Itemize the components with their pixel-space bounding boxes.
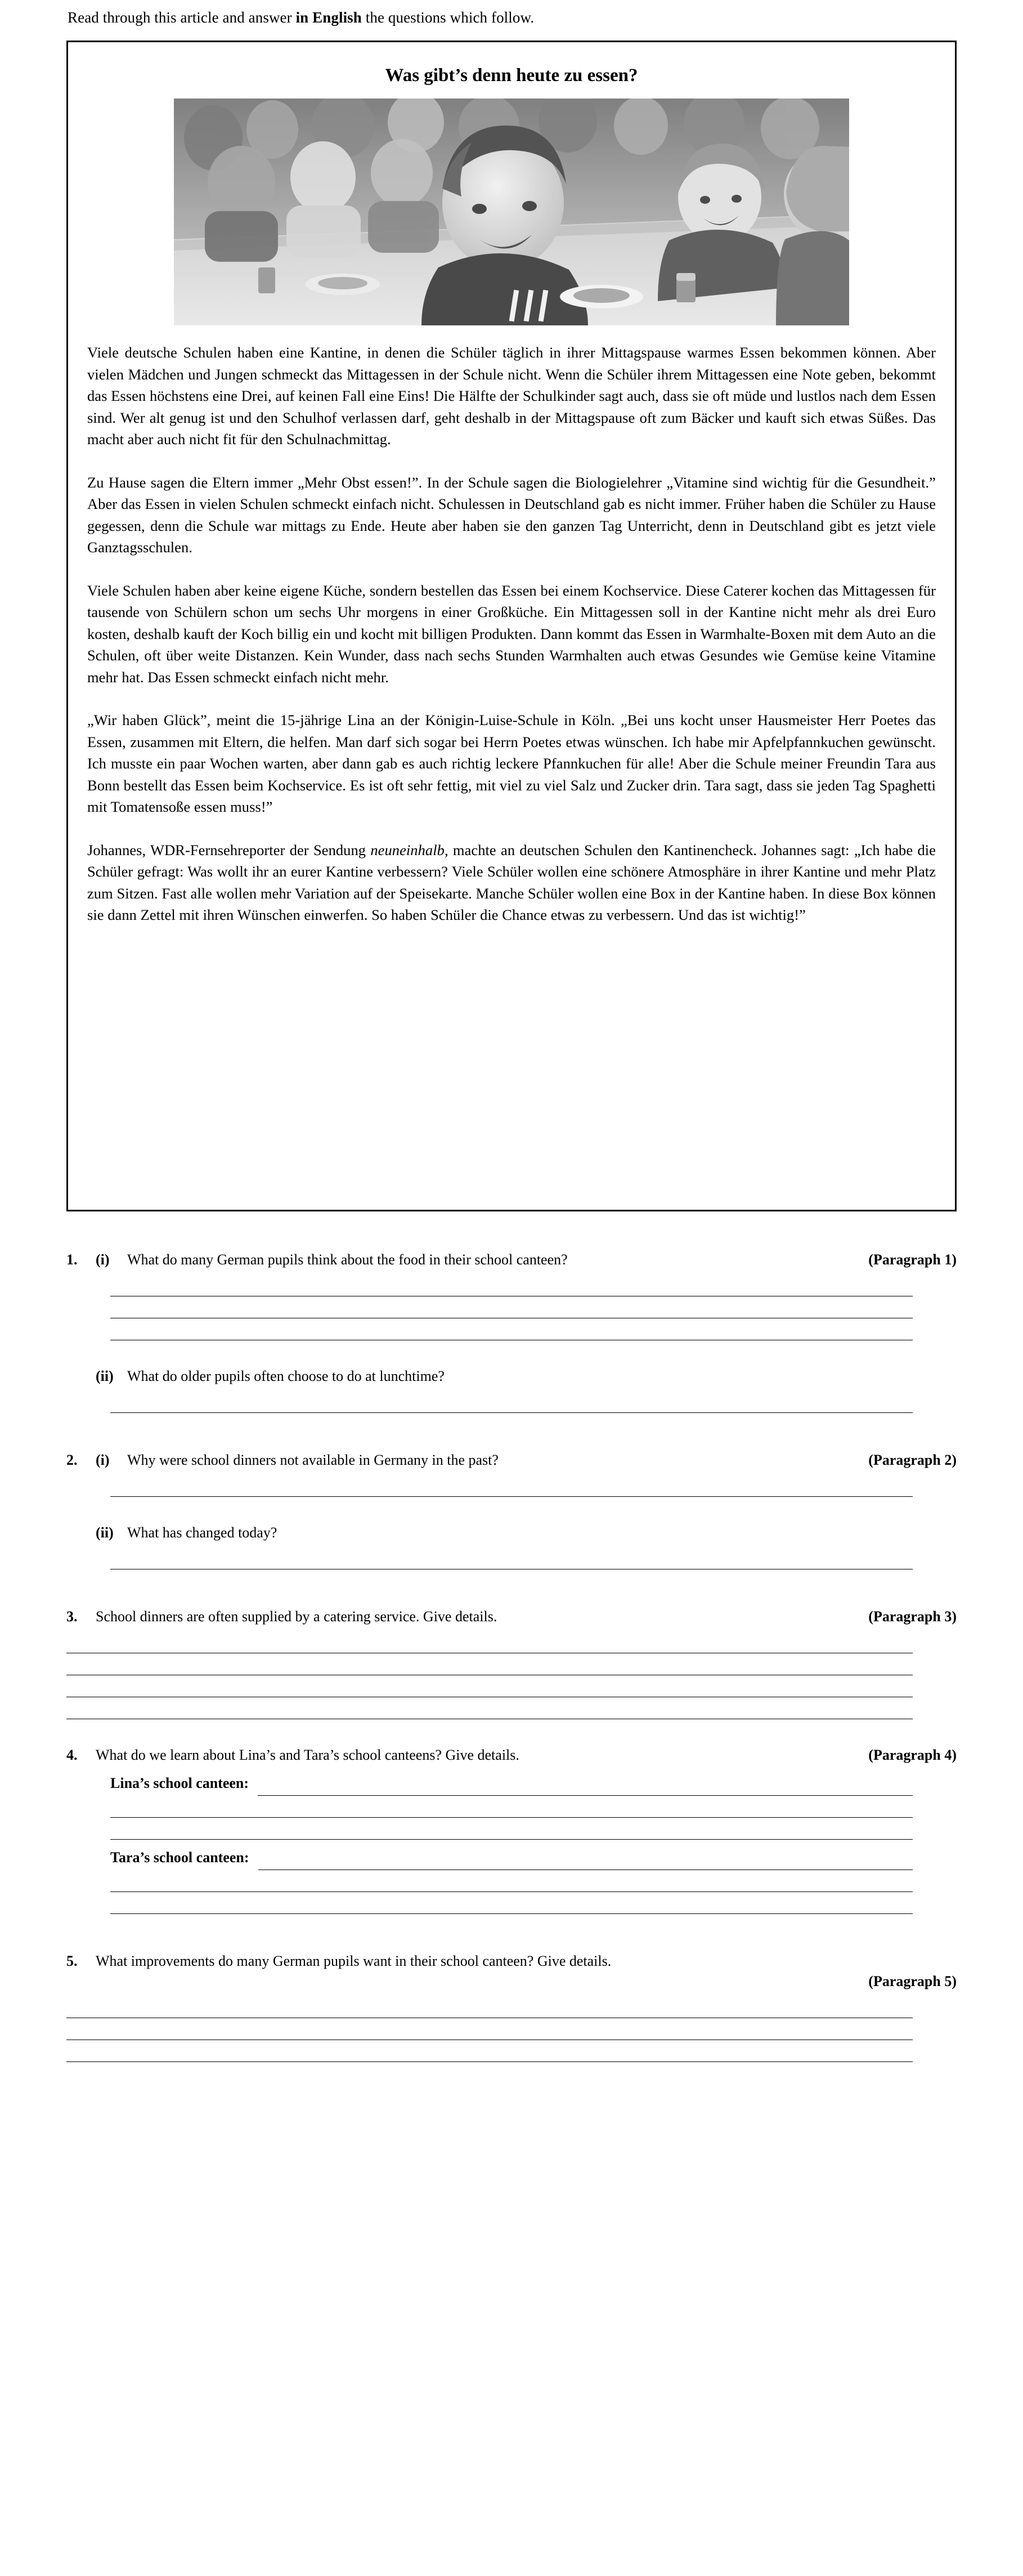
answer-line[interactable] [110,1892,913,1914]
answer-line[interactable] [66,1996,913,2018]
question-4 [0,1745,1023,1914]
question-1-part-ii-header [0,1366,1023,1387]
question-5-answer-area[interactable] [66,1996,913,2062]
question-1-part-ii-text: What do older pupils often choose to do at lunchtime? [127,1368,445,1384]
instruction-after: the questions which follow. [361,9,535,26]
question-5-number: 5. [66,1953,78,1969]
instruction-line [68,7,534,28]
answer-line[interactable] [110,1870,913,1892]
answer-line[interactable] [258,1848,913,1870]
question-3-answer-area[interactable] [66,1631,913,1719]
spacer [0,1340,1023,1366]
answer-line[interactable] [66,2018,913,2040]
questions-section [0,1250,1023,2062]
article-paragraph-2: Zu Hause sagen die Eltern immer „Mehr Obst essen!”. In der Schule sagen die Biologielehrer „Vitamine sind wichtig für die Gesundheit.” Aber das Essen in vielen Schulen schmeckt einfach nicht. Schulessen in Deutschland gab es nicht immer. Früher haben die Schüler zu Hause gegessen, denn die Schule war mittags zu Ende. Heute aber haben sie den ganzen Tag Unterricht, denn in Deutschland gibt es jetzt viele Ganztagsschulen. [87,473,936,556]
spacer [0,1914,1023,1951]
article-paragraph-4: „Wir haben Glück”, meint die 15-jährige Lina an der Königin-Luise-Schule in Köln. „Bei uns kocht unser Hausmeister Herr Poetes das Essen, zusammen mit Eltern, die helfen. Man darf sich sogar bei Herrn Poetes etwas wünschen. Ich habe mir Apfelpfannkuchen gewünscht. Ich musste ein paar Wochen warten, aber dann gab es auch richtig leckere Pfannkuchen für alle! Aber die Schule meiner Freundin Tara aus Bonn bestellt das Essen beim Kochservice. Es ist oft sehr fettig, mit viel zu viel Salz und Zucker drin. Tara sagt, dass sie jeden Tag Spaghetti mit Tomatensoße essen muss!” [87,712,936,815]
question-4-lina-row [0,1773,1023,1796]
answer-line[interactable] [110,1475,913,1497]
question-2-number: 2. [66,1452,78,1468]
question-4-tara-row [0,1848,1023,1870]
answer-line[interactable] [110,1818,913,1840]
answer-line[interactable] [110,1274,913,1296]
lina-canteen-label: Lina’s school canteen: [110,1775,249,1791]
answer-line[interactable] [110,1318,913,1340]
answer-line[interactable] [110,1548,913,1569]
question-2 [0,1450,1023,1569]
question-2-part-ii-text: What has changed today? [127,1524,277,1541]
question-4-lina-answer-area[interactable] [110,1796,913,1840]
question-4-text: What do we learn about Lina’s and Tara’s school canteens? Give details. [96,1747,519,1763]
question-3-header [0,1607,1023,1627]
question-1-part-i-roman: (i) [96,1251,110,1268]
question-1-part-i-paragraph-ref: (Paragraph 1) [868,1251,957,1268]
article-paragraph-5 [87,839,936,926]
question-4-tara-answer-area[interactable] [110,1870,913,1914]
question-5-text: What improvements do many German pupils want in their school canteen? Give details. [96,1953,612,1969]
question-2-part-i-text: Why were school dinners not available in Germany in the past? [127,1452,499,1468]
instruction-emphasis: in English [295,9,362,26]
answer-line[interactable] [66,1675,913,1697]
question-5-header [0,1951,1023,1971]
answer-line[interactable] [66,1653,913,1675]
article-box [66,41,957,1211]
question-1-part-ii-answer-area[interactable] [110,1391,913,1413]
school-canteen-photo [174,99,849,325]
answer-line[interactable] [110,1796,913,1818]
question-1-number: 1. [66,1251,78,1268]
article-paragraph-1: Viele deutsche Schulen haben eine Kantine, in denen die Schüler täglich in ihrer Mittagspause warmes Essen bekommen können. Aber vielen Mädchen und Jungen schmeckt das Mittagessen in der Schule nicht. Wenn die Schüler ihrem Mittagessen eine Note geben, bekommt das Essen höchstens eine Drei, auf keinen Fall eine Eins! Die Hälfte der Schulkinder sagt auch, dass sie oft müde und lustlos nach dem Essen sind. Wer alt genug ist und den Schulhof verlassen darf, geht deshalb in der Mittagspause oft zum Bäcker und kauft sich etwas Süßes. Das macht aber auch nicht fit für den Schulnachmittag. [87,344,936,448]
question-3-paragraph-ref: (Paragraph 3) [868,1608,957,1625]
question-1-part-i-header [0,1250,1023,1270]
question-4-header [0,1745,1023,1765]
article-title: Was gibt’s denn heute zu essen? [385,65,638,86]
question-2-part-i-header [0,1450,1023,1470]
question-5-paragraph-ref: (Paragraph 5) [868,1973,957,1989]
spacer [0,1413,1023,1450]
tara-canteen-label: Tara’s school canteen: [110,1849,249,1866]
question-2-part-ii-header [0,1523,1023,1543]
question-2-part-i-answer-area[interactable] [110,1475,913,1497]
instruction-before: Read through this article and answer [68,9,296,26]
spacer [0,1569,1023,1607]
answer-line[interactable] [66,1631,913,1653]
article-paragraph-3: Viele Schulen haben aber keine eigene Küche, sondern bestellen das Essen bei einem Kochservice. Diese Caterer kochen das Mittagessen für tausende von Schülern schon um sechs Uhr morgens in einer Großküche. Ein Mittagessen soll in der Kantine nicht mehr als drei Euro kosten, deshalb kauft der Koch billig ein und kocht mit billigen Produkten. Dann kommt das Essen in Warmhalte-Boxen mit dem Auto an die Schulen, oft über weite Distanzen. Kein Wunder, dass nach sechs Stunden Warmhalten auch etwas Gesundes wie Gemüse keine Vitamine mehr hat. Das Essen schmeckt einfach nicht mehr. [87,582,936,686]
question-4-number: 4. [66,1747,78,1763]
question-2-part-ii-answer-area[interactable] [110,1548,913,1569]
question-4-paragraph-ref: (Paragraph 4) [868,1747,957,1763]
spacer [0,1497,1023,1523]
question-3-text: School dinners are often supplied by a catering service. Give details. [96,1608,497,1625]
answer-line[interactable] [110,1391,913,1413]
question-1 [0,1250,1023,1413]
answer-line[interactable] [110,1296,913,1318]
question-3 [0,1607,1023,1719]
spacer [0,1719,1023,1745]
question-1-part-ii-roman: (ii) [96,1368,114,1384]
article-photo-wrapper [87,99,936,328]
paragraph5-before: Johannes, WDR-Fernsehreporter der Sendung [87,841,371,858]
answer-line[interactable] [66,2040,913,2062]
answer-line[interactable] [258,1774,913,1796]
question-2-part-i-roman: (i) [96,1452,110,1468]
question-1-part-i-text: What do many German pupils think about the food in their school canteen? [127,1251,568,1268]
question-1-part-i-answer-area[interactable] [110,1274,913,1340]
paragraph5-after: , machte an deutschen Schulen den Kantinencheck. Johannes sagt: „Ich habe die Schüler gefragt: Was wollt ihr an eurer Kantine verbessern? Viele Schüler wollen eine schönere Atmosphäre in ihrer Kantine und mehr Platz zum Sitzen. Fast alle wollen mehr Variation auf der Speisekarte. Manche Schüler wollen eine Box in der Kantine haben. In diese Box können sie dann Zettel mit ihren Wünschen einwerfen. So haben Schüler die Chance etwas zu verbessern. Und das ist wichtig!” [87,841,936,923]
question-2-part-i-paragraph-ref: (Paragraph 2) [868,1452,957,1468]
paragraph5-italic-programme: neuneinhalb [370,841,445,858]
answer-line[interactable] [66,1697,913,1719]
question-2-part-ii-roman: (ii) [96,1524,114,1541]
question-3-number: 3. [66,1608,78,1625]
question-5 [0,1951,1023,2062]
